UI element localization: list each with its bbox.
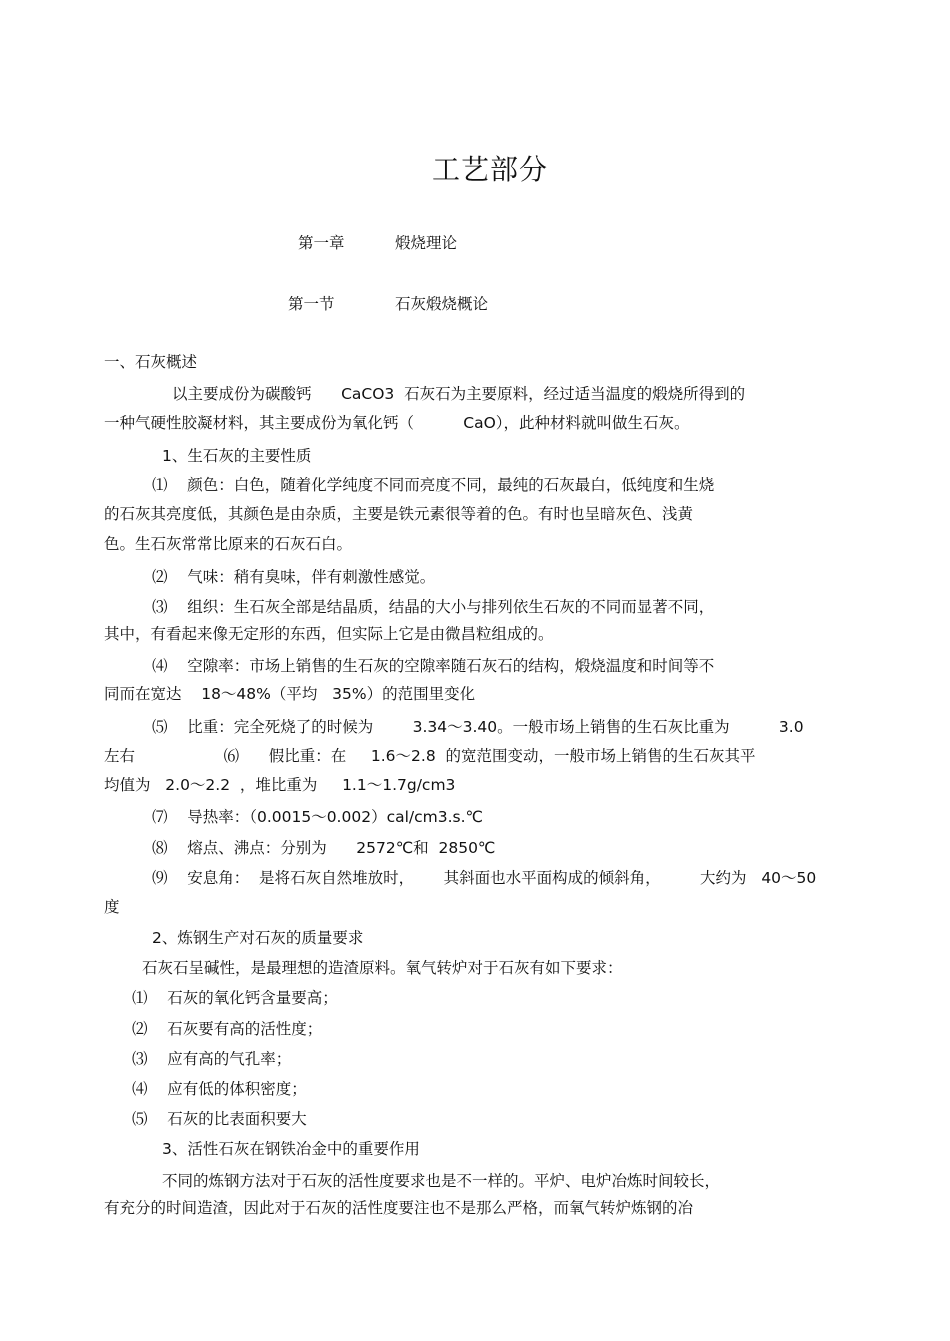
property-density-line: 均值为 2.0～2.2 ，堆比重为 1.1～1.7g/cm3 xyxy=(104,776,456,794)
requirement-item: ⑸ 石灰的比表面积要大 xyxy=(132,1110,307,1128)
subheading-properties: 1、生石灰的主要性质 xyxy=(162,447,312,465)
chapter-name: 煅烧理论 xyxy=(395,234,458,252)
property-repose-angle-line: ⑼ 安息角： 是将石灰自然堆放时， 其斜面也水平面构成的倾斜角， 大约为 40～50 xyxy=(152,869,817,887)
property-porosity-line: ⑷ 空隙率：市场上销售的生石灰的空隙率随石灰石的结构，煅烧温度和时间等不 xyxy=(152,657,715,675)
requirement-item: ⑴ 石灰的氧化钙含量要高； xyxy=(132,989,338,1007)
requirement-item: ⑵ 石灰要有高的活性度； xyxy=(132,1020,323,1038)
requirement-item: ⑷ 应有低的体积密度； xyxy=(132,1080,307,1098)
requirement-item: ⑶ 应有高的气孔率； xyxy=(132,1050,292,1068)
heading-lime-overview: 一、石灰概述 xyxy=(104,353,198,371)
property-density-line: ⑸ 比重：完全死烧了的时候为 3.34～3.40。一般市场上销售的生石灰比重为 3.0 xyxy=(152,718,804,736)
paragraph-line: 有充分的时间造渣，因此对于石灰的活性度要注也不是那么严格，而氧气转炉炼钢的冶 xyxy=(104,1199,694,1217)
property-melting-point: ⑻ 熔点、沸点：分别为 2572℃和 2850℃ xyxy=(152,839,496,857)
property-repose-angle-line: 度 xyxy=(104,898,120,916)
property-structure-line: ⑶ 组织：生石灰全部是结晶质，结晶的大小与排列依生石灰的不同而显著不同， xyxy=(152,598,715,616)
property-color-line: 色。生石灰常常比原来的石灰石白。 xyxy=(104,535,353,553)
page-title: 工艺部分 xyxy=(431,153,548,186)
property-structure-line: 其中，有看起来像无定形的东西，但实际上它是由微昌粒组成的。 xyxy=(104,625,554,643)
property-density-line: 左右 ⑹ 假比重：在 1.6～2.8 的宽范围变动，一般市场上销售的生石灰其平 xyxy=(104,747,756,765)
intro-line: 以主要成份为碳酸钙 CaCO3 石灰石为主要原料，经过适当温度的煅烧所得到的 xyxy=(172,385,746,403)
section-label: 第一节 xyxy=(288,295,335,313)
property-odor: ⑵ 气味：稍有臭味，伴有刺激性感觉。 xyxy=(152,568,436,586)
property-color-line: ⑴ 颜色：白色，随着化学纯度不同而亮度不同，最纯的石灰最白，低纯度和生烧 xyxy=(152,476,715,494)
property-color-line: 的石灰其亮度低，其颜色是由杂质，主要是铁元素很等着的色。有时也呈暗灰色、浅黄 xyxy=(104,505,694,523)
section-name: 石灰煅烧概论 xyxy=(395,295,489,313)
intro-line: 一种气硬性胶凝材料，其主要成份为氧化钙（ CaO），此种材料就叫做生石灰。 xyxy=(104,414,690,432)
subheading-active-lime-role: 3、活性石灰在钢铁冶金中的重要作用 xyxy=(162,1140,420,1158)
property-porosity-line: 同而在宽达 18～48%（平均 35%）的范围里变化 xyxy=(104,685,476,703)
subheading-quality-requirements: 2、炼钢生产对石灰的质量要求 xyxy=(152,929,364,947)
requirements-intro: 石灰石呈碱性，是最理想的造渣原料。氧气转炉对于石灰有如下要求： xyxy=(142,959,623,977)
chapter-label: 第一章 xyxy=(298,234,345,252)
property-conductivity: ⑺ 导热率：（0.0015～0.002）cal/cm3.s.℃ xyxy=(152,808,483,826)
paragraph-line: 不同的炼钢方法对于石灰的活性度要求也是不一样的。平炉、电炉冶炼时间较长， xyxy=(162,1172,721,1190)
